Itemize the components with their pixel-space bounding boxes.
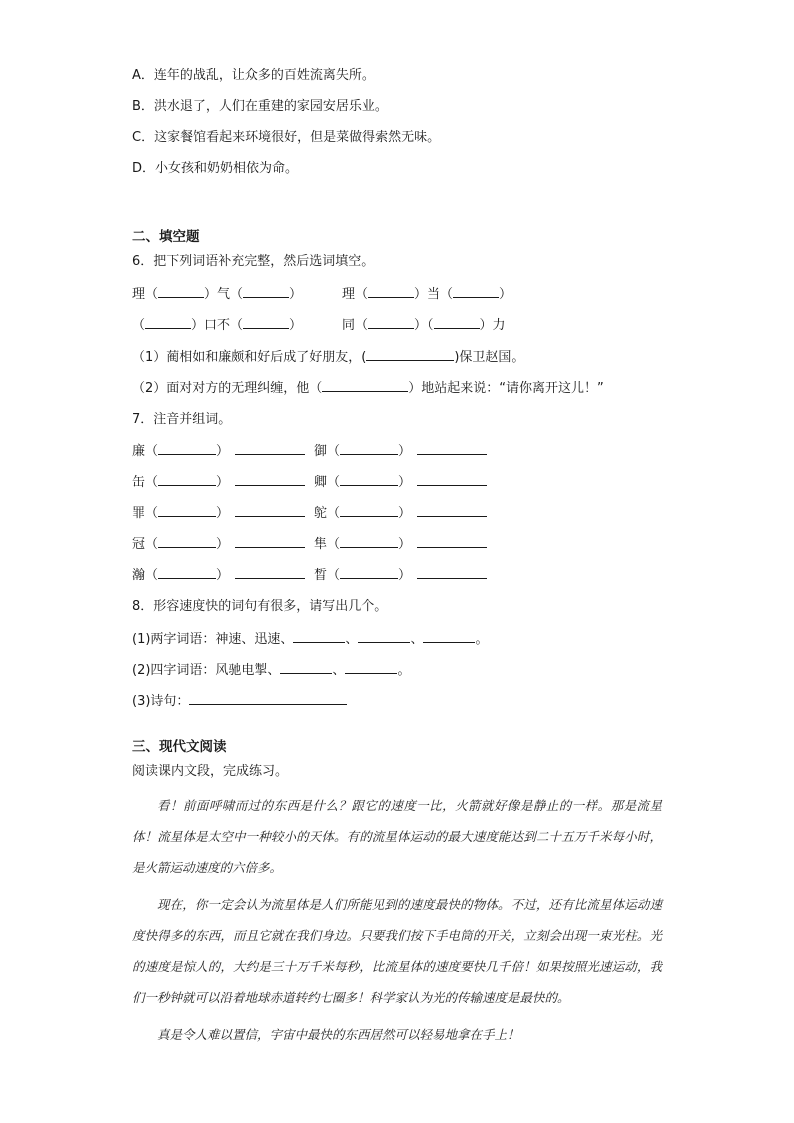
- answer-blank[interactable]: [158, 284, 204, 298]
- word-blank[interactable]: [417, 565, 487, 579]
- answer-blank[interactable]: [243, 284, 289, 298]
- q7-row: 罪（ ）: [132, 503, 305, 524]
- q7-stem: 7．注音并组词。: [132, 412, 232, 427]
- answer-blank[interactable]: [366, 347, 454, 361]
- q7-row-right: 隼（ ）: [314, 534, 487, 555]
- q8-line-1: (1)两字词语：神速、迅速、 、 、 。: [132, 629, 488, 650]
- pinyin-blank[interactable]: [340, 565, 398, 579]
- q8-line-2: (2)四字词语：风驰电掣、 、 。: [132, 660, 410, 681]
- answer-blank[interactable]: [243, 315, 289, 329]
- answer-blank[interactable]: [280, 660, 332, 674]
- q6-row1-left: 理（ ）气（ ）: [132, 284, 302, 305]
- q7-row: 冠（ ）: [132, 534, 305, 555]
- word-blank[interactable]: [235, 472, 305, 486]
- answer-blank[interactable]: [368, 315, 414, 329]
- q7-row-right: 卿（ ）: [314, 472, 487, 493]
- answer-blank[interactable]: [434, 315, 480, 329]
- pinyin-blank[interactable]: [340, 472, 398, 486]
- reading-passage: [132, 790, 662, 1050]
- q6-row2-left: （ ）口不（ ）: [132, 315, 302, 336]
- section-3-title: 三、现代文阅读: [132, 739, 227, 755]
- answer-blank[interactable]: [293, 629, 345, 643]
- pinyin-blank[interactable]: [158, 503, 216, 517]
- pinyin-blank[interactable]: [158, 472, 216, 486]
- word-blank[interactable]: [417, 534, 487, 548]
- passage-paragraph-1: 看！前面呼啸而过的东西是什么？跟它的速度一比，火箭就好像是静止的一样。那是流星体！流星体是太空中一种较小的天体。有的流星体运动的最大速度能达到二十五万千米每小时，是火箭运动速度的六倍多。: [132, 798, 662, 875]
- q7-row: 缶（ ）: [132, 472, 305, 493]
- q8-stem: 8．形容速度快的词句有很多，请写出几个。: [132, 599, 388, 614]
- answer-blank[interactable]: [322, 378, 408, 392]
- option-d: D．小女孩和奶奶相依为命。: [132, 161, 299, 176]
- pinyin-blank[interactable]: [158, 565, 216, 579]
- answer-blank[interactable]: [423, 629, 475, 643]
- q6-sentence-1: （1）蔺相如和廉颇和好后成了好朋友，( )保卫赵国。: [132, 347, 524, 368]
- passage-paragraph-2: 现在，你一定会认为流星体是人们所能见到的速度最快的物体。不过，还有比流星体运动速度快得多的东西，而且它就在我们身边。只要我们按下手电筒的开关，立刻会出现一束光柱。光的速度是惊人的，大约是三十万千米每秒，比流星体的速度要快几千倍！如果按照光速运动，我们一秒钟就可以沿着地球赤道转约七圈多！科学家认为光的传输速度是最快的。: [132, 897, 662, 1005]
- word-blank[interactable]: [235, 503, 305, 517]
- word-blank[interactable]: [235, 441, 305, 455]
- answer-blank[interactable]: [189, 691, 347, 705]
- pinyin-blank[interactable]: [158, 534, 216, 548]
- q8-line-3: (3)诗句：: [132, 691, 347, 712]
- q6-stem: 6．把下列词语补充完整，然后选词填空。: [132, 254, 375, 269]
- pinyin-blank[interactable]: [340, 441, 398, 455]
- word-blank[interactable]: [235, 534, 305, 548]
- word-blank[interactable]: [417, 503, 487, 517]
- pinyin-blank[interactable]: [340, 534, 398, 548]
- answer-blank[interactable]: [145, 315, 191, 329]
- q7-row: 廉（ ）: [132, 441, 305, 462]
- answer-blank[interactable]: [453, 284, 499, 298]
- option-a: A．连年的战乱，让众多的百姓流离失所。: [132, 68, 375, 83]
- word-blank[interactable]: [417, 441, 487, 455]
- section-2-title: 二、填空题: [132, 229, 200, 245]
- reading-intro: 阅读课内文段，完成练习。: [132, 764, 289, 779]
- option-b: B．洪水退了，人们在重建的家园安居乐业。: [132, 99, 388, 114]
- word-blank[interactable]: [417, 472, 487, 486]
- q6-sentence-2: （2）面对对方的无理纠缠，他（ ）地站起来说：“请你离开这儿！”: [132, 378, 604, 399]
- q7-row-right: 晳（ ）: [314, 565, 487, 586]
- q6-row1-right: 理（ ）当（ ）: [342, 284, 512, 305]
- word-blank[interactable]: [235, 565, 305, 579]
- answer-blank[interactable]: [368, 284, 414, 298]
- q7-row: 瀚（ ）: [132, 565, 305, 586]
- pinyin-blank[interactable]: [158, 441, 216, 455]
- answer-blank[interactable]: [345, 660, 397, 674]
- q6-row2-right: 同（ ）（ ）力: [342, 315, 506, 336]
- option-c: C．这家餐馆看起来环境很好，但是菜做得索然无味。: [132, 130, 441, 145]
- passage-paragraph-3: 真是令人难以置信，宇宙中最快的东西居然可以轻易地拿在手上！: [157, 1027, 520, 1042]
- answer-blank[interactable]: [358, 629, 410, 643]
- pinyin-blank[interactable]: [340, 503, 398, 517]
- q7-row-right: 鸵（ ）: [314, 503, 487, 524]
- q7-row-right: 御（ ）: [314, 441, 487, 462]
